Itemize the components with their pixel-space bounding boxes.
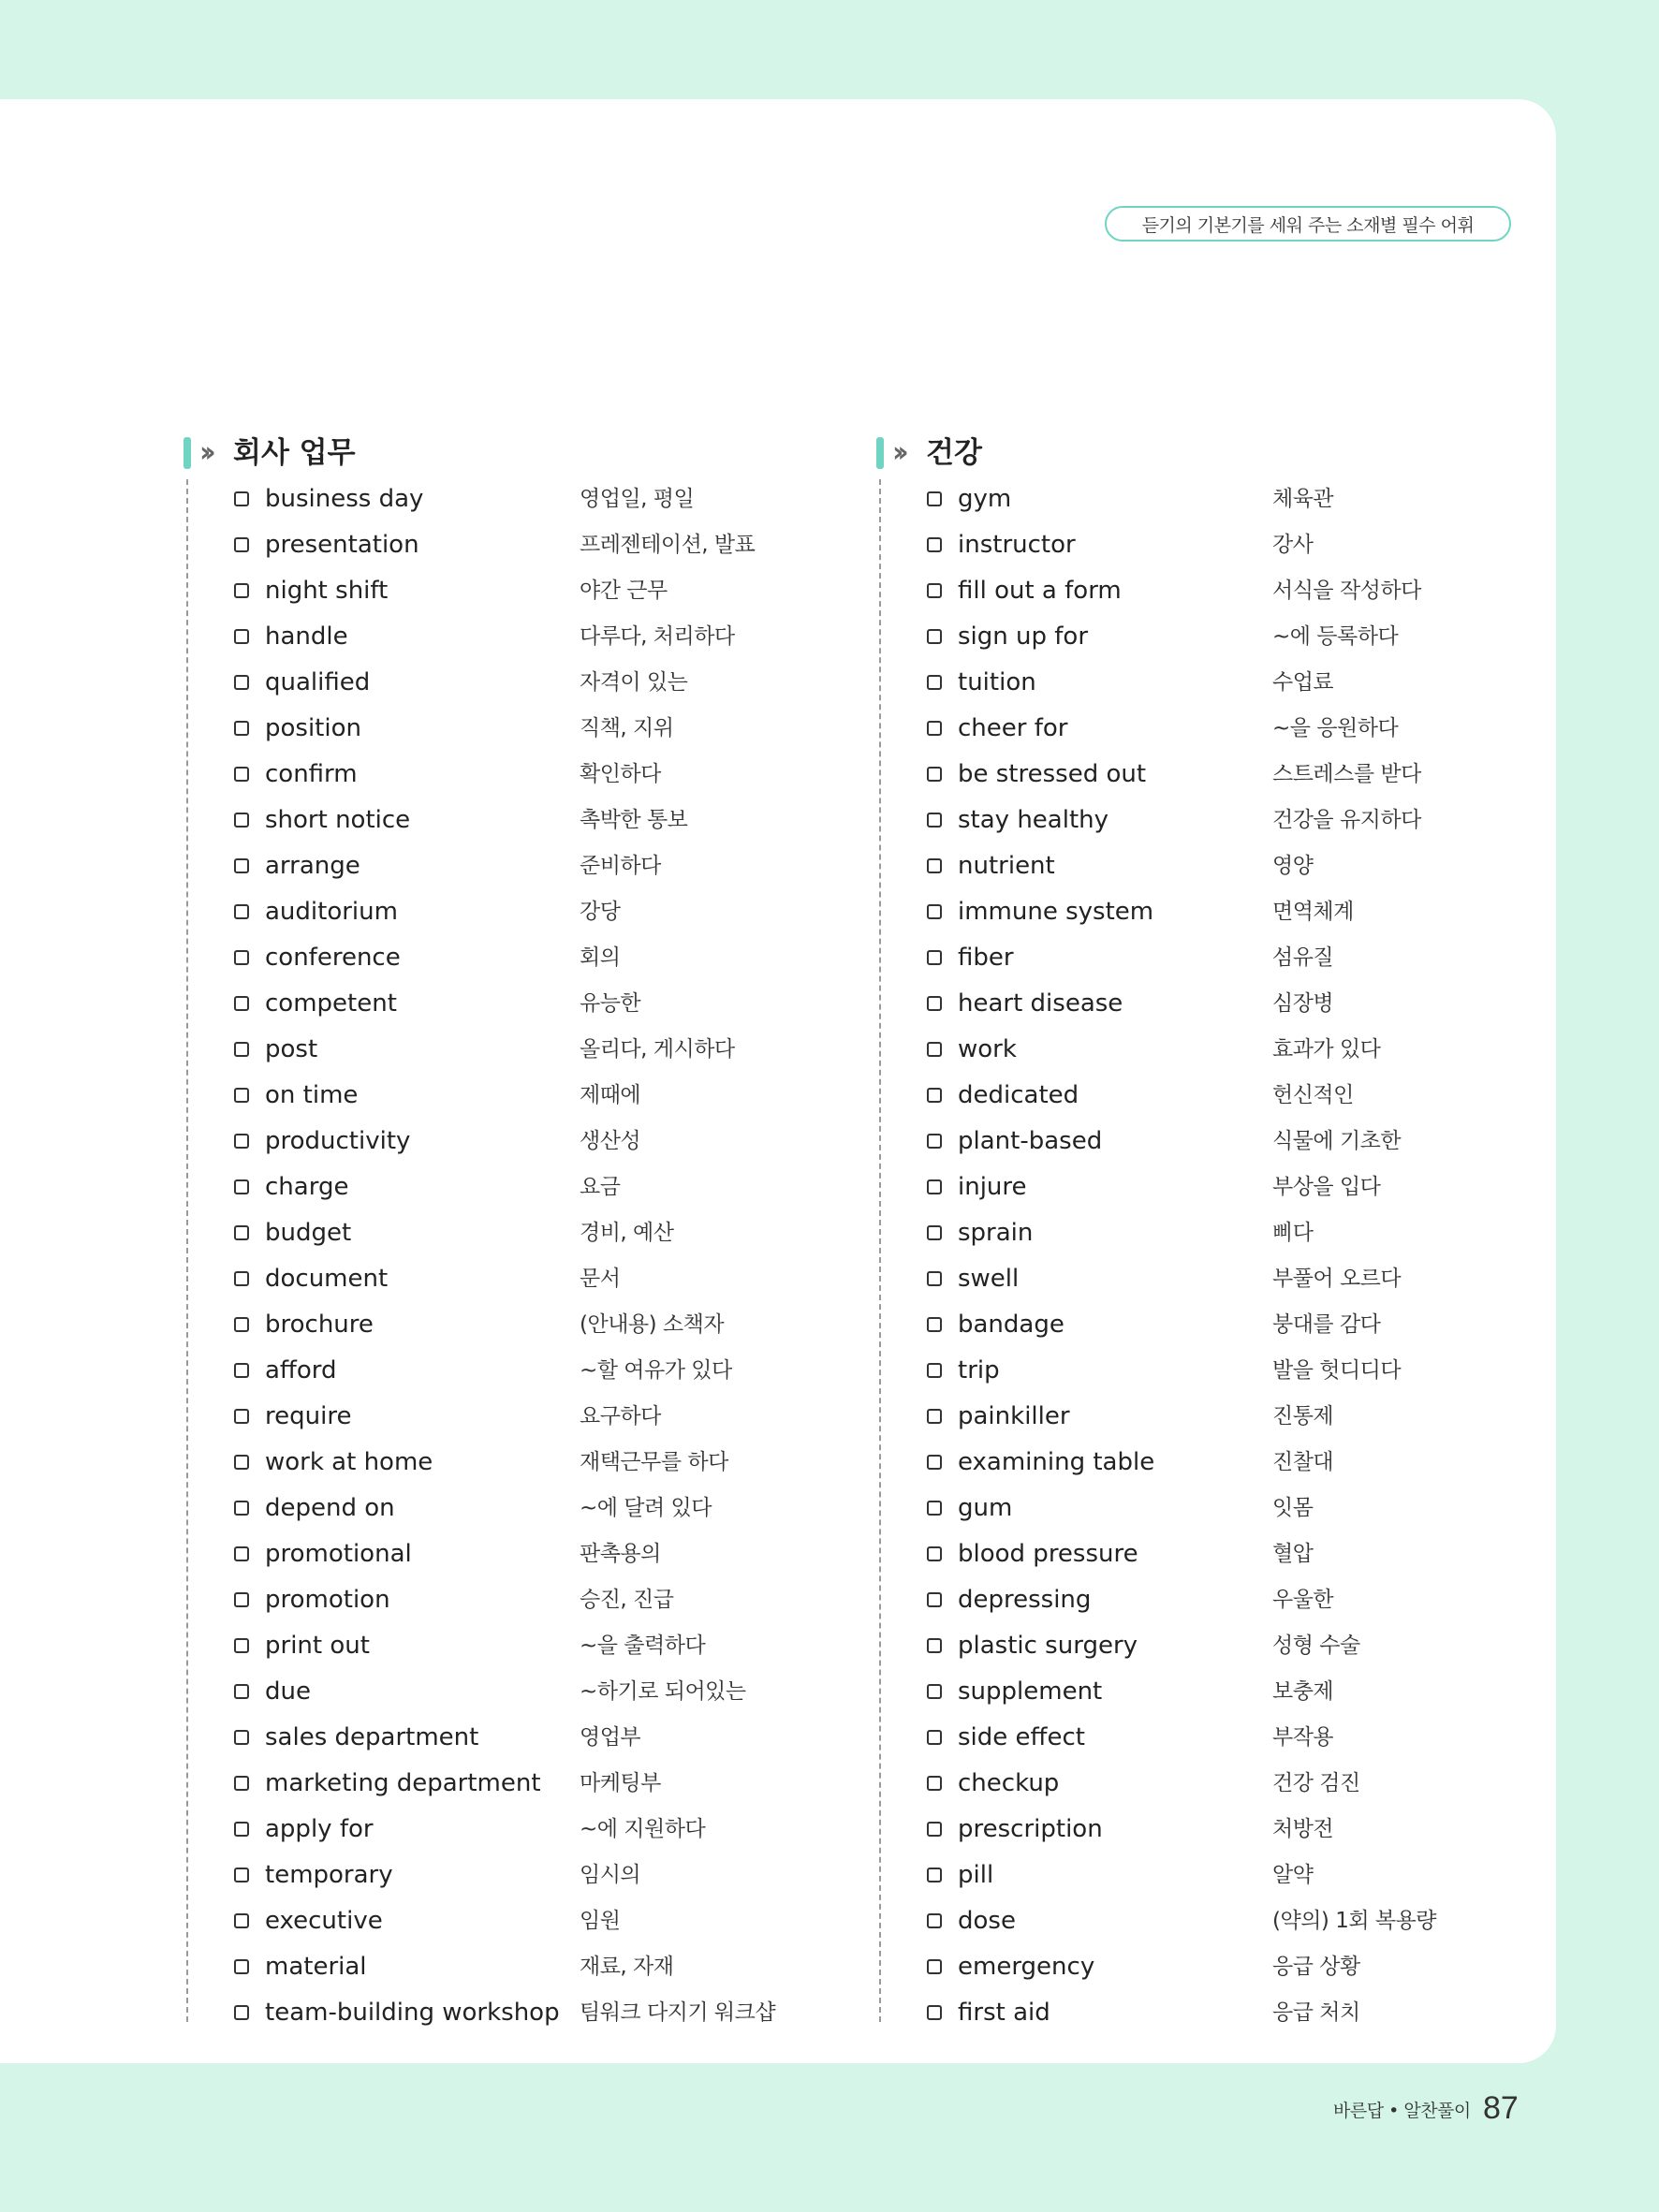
english-term: promotional xyxy=(265,1540,412,1568)
vocab-row xyxy=(181,800,827,846)
vocab-row xyxy=(874,1718,1520,1764)
checkbox[interactable] xyxy=(234,1592,249,1607)
english-term: qualified xyxy=(265,668,371,696)
korean-meaning: 판촉용의 xyxy=(580,1542,661,1566)
vocab-row xyxy=(874,1764,1520,1809)
korean-meaning: ~에 등록하다 xyxy=(1272,624,1399,649)
checkbox[interactable] xyxy=(927,1271,942,1286)
double-chevron-icon: ›› xyxy=(892,436,903,469)
book-title: 바른답 • 알찬풀이 xyxy=(1333,2101,1471,2121)
vocab-row xyxy=(874,1397,1520,1443)
english-term: brochure xyxy=(265,1311,374,1339)
vocab-row xyxy=(874,1901,1520,1947)
english-term: productivity xyxy=(265,1127,411,1155)
vocab-row xyxy=(181,1305,827,1351)
checkbox[interactable] xyxy=(234,1501,249,1516)
korean-meaning: 수업료 xyxy=(1272,670,1334,695)
checkbox[interactable] xyxy=(927,1042,942,1057)
vocab-row xyxy=(181,1947,827,1993)
korean-meaning: 처방전 xyxy=(1272,1817,1334,1841)
english-term: fiber xyxy=(958,944,1014,972)
checkbox[interactable] xyxy=(234,996,249,1011)
checkbox[interactable] xyxy=(234,1363,249,1378)
vocab-row xyxy=(874,1947,1520,1993)
english-term: nutrient xyxy=(958,852,1055,880)
english-term: post xyxy=(265,1035,318,1063)
english-term: plastic surgery xyxy=(958,1632,1138,1660)
english-term: heart disease xyxy=(958,989,1123,1018)
korean-meaning: 마케팅부 xyxy=(580,1771,661,1795)
checkbox[interactable] xyxy=(927,813,942,828)
checkbox[interactable] xyxy=(234,1455,249,1470)
checkbox[interactable] xyxy=(234,1684,249,1699)
vocab-row xyxy=(181,1167,827,1213)
english-term: checkup xyxy=(958,1769,1060,1797)
section-health xyxy=(874,431,1520,2027)
vocab-row xyxy=(874,1351,1520,1397)
english-term: bandage xyxy=(958,1311,1064,1339)
english-term: stay healthy xyxy=(958,806,1109,834)
vocab-row xyxy=(874,1167,1520,1213)
vocab-row xyxy=(874,663,1520,709)
vocab-row xyxy=(181,1534,827,1580)
section-company-work xyxy=(181,431,827,2027)
korean-meaning: 강당 xyxy=(580,900,621,924)
checkbox[interactable] xyxy=(927,1501,942,1516)
english-term: afford xyxy=(265,1356,337,1384)
english-term: swell xyxy=(958,1265,1020,1293)
vocab-row xyxy=(874,846,1520,892)
checkbox[interactable] xyxy=(927,1592,942,1607)
vocab-row xyxy=(874,1121,1520,1167)
vocab-row xyxy=(874,892,1520,938)
english-term: depend on xyxy=(265,1494,395,1522)
checkbox[interactable] xyxy=(234,1317,249,1332)
korean-meaning: 올리다, 게시하다 xyxy=(580,1037,735,1062)
vocab-row xyxy=(181,1901,827,1947)
english-term: first aid xyxy=(958,1999,1050,2027)
korean-meaning: 영양 xyxy=(1272,854,1314,878)
english-term: painkiller xyxy=(958,1402,1070,1430)
english-term: business day xyxy=(265,485,424,513)
korean-meaning: 제때에 xyxy=(580,1083,641,1107)
english-term: confirm xyxy=(265,760,358,788)
checkbox[interactable] xyxy=(927,2005,942,2020)
checkbox[interactable] xyxy=(234,1088,249,1103)
english-term: material xyxy=(265,1953,367,1981)
vocab-row xyxy=(874,938,1520,984)
checkbox[interactable] xyxy=(234,904,249,919)
korean-meaning: ~할 여유가 있다 xyxy=(580,1358,732,1383)
vocab-row xyxy=(181,1488,827,1534)
vocab-row xyxy=(181,1397,827,1443)
vocab-row xyxy=(181,709,827,754)
english-term: trip xyxy=(958,1356,1000,1384)
checkbox[interactable] xyxy=(234,1409,249,1424)
checkbox[interactable] xyxy=(927,1776,942,1791)
checkbox[interactable] xyxy=(234,491,249,506)
korean-meaning: ~을 출력하다 xyxy=(580,1633,706,1658)
checkbox[interactable] xyxy=(927,1363,942,1378)
checkbox[interactable] xyxy=(234,1225,249,1240)
checkbox[interactable] xyxy=(234,767,249,782)
english-term: plant-based xyxy=(958,1127,1103,1155)
vocab-row xyxy=(874,479,1520,525)
checkbox[interactable] xyxy=(234,858,249,873)
english-term: examining table xyxy=(958,1448,1155,1476)
english-term: require xyxy=(265,1402,352,1430)
checkbox[interactable] xyxy=(234,721,249,736)
checkbox[interactable] xyxy=(234,629,249,644)
vocab-row xyxy=(181,525,827,571)
korean-meaning: 팀워크 다지기 워크샵 xyxy=(580,2000,776,2025)
checkbox[interactable] xyxy=(927,675,942,690)
checkbox[interactable] xyxy=(234,1868,249,1882)
english-term: supplement xyxy=(958,1677,1103,1706)
page-number: 87 xyxy=(1483,2090,1519,2126)
korean-meaning: ~을 응원하다 xyxy=(1272,716,1399,740)
english-term: injure xyxy=(958,1173,1027,1201)
korean-meaning: 요금 xyxy=(580,1175,621,1199)
checkbox[interactable] xyxy=(927,904,942,919)
vocab-list xyxy=(874,479,1520,2039)
korean-meaning: 유능한 xyxy=(580,991,641,1016)
korean-meaning: 섬유질 xyxy=(1272,945,1334,970)
english-term: print out xyxy=(265,1632,370,1660)
korean-meaning: 심장병 xyxy=(1272,991,1334,1016)
english-term: gym xyxy=(958,485,1012,513)
english-term: conference xyxy=(265,944,401,972)
korean-meaning: 응급 처치 xyxy=(1272,2000,1360,2025)
vocab-row xyxy=(874,1626,1520,1672)
checkbox[interactable] xyxy=(927,1638,942,1653)
english-term: work xyxy=(958,1035,1017,1063)
english-term: temporary xyxy=(265,1861,393,1889)
checkbox[interactable] xyxy=(234,583,249,598)
vocab-row xyxy=(181,846,827,892)
korean-meaning: 발을 헛디디다 xyxy=(1272,1358,1402,1383)
korean-meaning: 응급 상황 xyxy=(1272,1955,1360,1979)
vocab-row xyxy=(874,1076,1520,1121)
korean-meaning: 경비, 예산 xyxy=(580,1221,674,1245)
double-chevron-icon: ›› xyxy=(199,436,210,469)
checkbox[interactable] xyxy=(927,1088,942,1103)
korean-meaning: 진통제 xyxy=(1272,1404,1334,1428)
vocab-row xyxy=(874,1305,1520,1351)
vocab-row xyxy=(181,984,827,1030)
korean-meaning: 건강 검진 xyxy=(1272,1771,1360,1795)
checkbox[interactable] xyxy=(927,1409,942,1424)
vocab-row xyxy=(874,984,1520,1030)
english-term: apply for xyxy=(265,1815,374,1843)
vocab-row xyxy=(181,1809,827,1855)
checkbox[interactable] xyxy=(234,950,249,965)
vocab-row xyxy=(181,1030,827,1076)
checkbox[interactable] xyxy=(234,1546,249,1561)
vocab-row xyxy=(874,1443,1520,1488)
checkbox[interactable] xyxy=(927,1179,942,1194)
vocab-row xyxy=(181,1443,827,1488)
korean-meaning: 다루다, 처리하다 xyxy=(580,624,735,649)
korean-meaning: 확인하다 xyxy=(580,762,661,786)
english-term: executive xyxy=(265,1907,383,1935)
vocab-row xyxy=(181,1580,827,1626)
vocab-row xyxy=(181,1855,827,1901)
checkbox[interactable] xyxy=(927,1134,942,1149)
checkbox[interactable] xyxy=(234,813,249,828)
english-term: prescription xyxy=(958,1815,1103,1843)
checkbox[interactable] xyxy=(234,675,249,690)
vocab-row xyxy=(874,1030,1520,1076)
vocab-row xyxy=(874,1259,1520,1305)
english-term: night shift xyxy=(265,577,389,605)
vocab-row xyxy=(874,1672,1520,1718)
english-term: arrange xyxy=(265,852,360,880)
vocab-row xyxy=(874,1534,1520,1580)
korean-meaning: 건강을 유지하다 xyxy=(1272,808,1421,832)
vocab-row xyxy=(181,1121,827,1167)
vocab-row xyxy=(181,1718,827,1764)
checkbox[interactable] xyxy=(234,1134,249,1149)
english-term: fill out a form xyxy=(958,577,1122,605)
korean-meaning: 스트레스를 받다 xyxy=(1272,762,1421,786)
vocab-row xyxy=(181,1351,827,1397)
korean-meaning: 자격이 있는 xyxy=(580,670,688,695)
korean-meaning: 성형 수술 xyxy=(1272,1633,1360,1658)
chapter-badge-label: 듣기의 기본기를 세워 주는 소재별 필수 어휘 xyxy=(1141,214,1475,236)
korean-meaning: 촉박한 통보 xyxy=(580,808,688,832)
english-term: competent xyxy=(265,989,397,1018)
korean-meaning: 붕대를 감다 xyxy=(1272,1312,1381,1337)
vocab-row xyxy=(181,1076,827,1121)
section-title: 회사 업무 xyxy=(233,436,356,470)
korean-meaning: 잇몸 xyxy=(1272,1496,1314,1520)
section-title: 건강 xyxy=(926,436,982,470)
checkbox[interactable] xyxy=(927,721,942,736)
english-term: marketing department xyxy=(265,1769,541,1797)
english-term: instructor xyxy=(958,531,1076,559)
korean-meaning: 직책, 지위 xyxy=(580,716,674,740)
section-heading xyxy=(181,431,827,474)
vocab-row xyxy=(181,1993,827,2039)
section-marker-bar xyxy=(876,437,884,469)
vocab-row xyxy=(874,1488,1520,1534)
english-term: be stressed out xyxy=(958,760,1147,788)
vocab-row xyxy=(874,1993,1520,2039)
english-term: document xyxy=(265,1265,389,1293)
korean-meaning: 서식을 작성하다 xyxy=(1272,579,1421,603)
checkbox[interactable] xyxy=(234,1730,249,1745)
section-marker-bar xyxy=(184,437,191,469)
vocab-row xyxy=(874,1580,1520,1626)
korean-meaning: 보충제 xyxy=(1272,1679,1334,1704)
vocab-row xyxy=(181,479,827,525)
korean-meaning: 부작용 xyxy=(1272,1725,1334,1750)
english-term: pill xyxy=(958,1861,994,1889)
checkbox[interactable] xyxy=(927,537,942,552)
korean-meaning: 문서 xyxy=(580,1267,621,1291)
checkbox[interactable] xyxy=(234,1913,249,1928)
korean-meaning: 승진, 진급 xyxy=(580,1588,674,1612)
checkbox[interactable] xyxy=(927,629,942,644)
korean-meaning: 체육관 xyxy=(1272,487,1334,511)
checkbox[interactable] xyxy=(927,858,942,873)
korean-meaning: (약의) 1회 복용량 xyxy=(1272,1909,1437,1933)
vocab-row xyxy=(181,1213,827,1259)
vocab-row xyxy=(874,1809,1520,1855)
korean-meaning: 임원 xyxy=(580,1909,621,1933)
vocab-row xyxy=(181,617,827,663)
english-term: charge xyxy=(265,1173,349,1201)
korean-meaning: 진찰대 xyxy=(1272,1450,1334,1474)
vocab-row xyxy=(874,1855,1520,1901)
checkbox[interactable] xyxy=(234,1959,249,1974)
english-term: immune system xyxy=(958,898,1154,926)
english-term: dedicated xyxy=(958,1081,1079,1109)
korean-meaning: 헌신적인 xyxy=(1272,1083,1354,1107)
korean-meaning: 혈압 xyxy=(1272,1542,1314,1566)
vocab-list xyxy=(181,479,827,2039)
korean-meaning: 재택근무를 하다 xyxy=(580,1450,728,1474)
korean-meaning: 영업부 xyxy=(580,1725,641,1750)
korean-meaning: ~하기로 되어있는 xyxy=(580,1679,746,1704)
korean-meaning: (안내용) 소책자 xyxy=(580,1312,725,1337)
korean-meaning: 프레젠테이션, 발표 xyxy=(580,533,756,557)
english-term: position xyxy=(265,714,361,742)
english-term: auditorium xyxy=(265,898,398,926)
english-term: tuition xyxy=(958,668,1036,696)
vocab-row xyxy=(181,571,827,617)
english-term: budget xyxy=(265,1219,352,1247)
english-term: side effect xyxy=(958,1723,1085,1751)
vocab-row xyxy=(181,663,827,709)
checkbox[interactable] xyxy=(927,583,942,598)
checkbox[interactable] xyxy=(927,1317,942,1332)
korean-meaning: 재료, 자재 xyxy=(580,1955,674,1979)
vocab-row xyxy=(181,1259,827,1305)
korean-meaning: 부풀어 오르다 xyxy=(1272,1267,1402,1291)
korean-meaning: 삐다 xyxy=(1272,1221,1314,1245)
checkbox[interactable] xyxy=(927,1730,942,1745)
vocab-row xyxy=(874,571,1520,617)
vocab-row xyxy=(874,525,1520,571)
korean-meaning: 효과가 있다 xyxy=(1272,1037,1381,1062)
korean-meaning: 회의 xyxy=(580,945,621,970)
checkbox[interactable] xyxy=(234,2005,249,2020)
english-term: blood pressure xyxy=(958,1540,1138,1568)
chapter-badge xyxy=(1105,206,1511,242)
korean-meaning: 면역체계 xyxy=(1272,900,1354,924)
english-term: sprain xyxy=(958,1219,1034,1247)
checkbox[interactable] xyxy=(927,1959,942,1974)
checkbox[interactable] xyxy=(927,491,942,506)
section-heading xyxy=(874,431,1520,474)
korean-meaning: 생산성 xyxy=(580,1129,641,1153)
english-term: emergency xyxy=(958,1953,1095,1981)
vocab-row xyxy=(874,709,1520,754)
checkbox[interactable] xyxy=(927,996,942,1011)
korean-meaning: ~에 달려 있다 xyxy=(580,1496,712,1520)
korean-meaning: 부상을 입다 xyxy=(1272,1175,1381,1199)
checkbox[interactable] xyxy=(927,1822,942,1837)
korean-meaning: 임시의 xyxy=(580,1863,641,1887)
korean-meaning: 강사 xyxy=(1272,533,1314,557)
english-term: gum xyxy=(958,1494,1013,1522)
vocab-row xyxy=(181,1626,827,1672)
korean-meaning: 우울한 xyxy=(1272,1588,1334,1612)
english-term: on time xyxy=(265,1081,359,1109)
vocab-row xyxy=(181,1764,827,1809)
english-term: presentation xyxy=(265,531,419,559)
vocab-row xyxy=(181,892,827,938)
checkbox[interactable] xyxy=(927,767,942,782)
checkbox[interactable] xyxy=(927,1455,942,1470)
korean-meaning: ~에 지원하다 xyxy=(580,1817,706,1841)
vocab-row xyxy=(181,1672,827,1718)
checkbox[interactable] xyxy=(234,1638,249,1653)
checkbox[interactable] xyxy=(927,1546,942,1561)
english-term: short notice xyxy=(265,806,411,834)
english-term: depressing xyxy=(958,1586,1092,1614)
english-term: promotion xyxy=(265,1586,390,1614)
checkbox[interactable] xyxy=(234,1179,249,1194)
vocab-row xyxy=(181,938,827,984)
english-term: sales department xyxy=(265,1723,479,1751)
korean-meaning: 준비하다 xyxy=(580,854,661,878)
vocab-row xyxy=(874,800,1520,846)
vocab-row xyxy=(874,1213,1520,1259)
checkbox[interactable] xyxy=(927,950,942,965)
english-term: cheer for xyxy=(958,714,1068,742)
english-term: team-building workshop xyxy=(265,1999,560,2027)
vocab-row xyxy=(181,754,827,800)
english-term: dose xyxy=(958,1907,1016,1935)
vocab-row xyxy=(874,617,1520,663)
english-term: handle xyxy=(265,623,348,651)
checkbox[interactable] xyxy=(234,537,249,552)
english-term: sign up for xyxy=(958,623,1089,651)
korean-meaning: 야간 근무 xyxy=(580,579,668,603)
checkbox[interactable] xyxy=(234,1822,249,1837)
checkbox[interactable] xyxy=(927,1913,942,1928)
checkbox[interactable] xyxy=(234,1271,249,1286)
checkbox[interactable] xyxy=(927,1684,942,1699)
checkbox[interactable] xyxy=(927,1868,942,1882)
korean-meaning: 알약 xyxy=(1272,1863,1314,1887)
checkbox[interactable] xyxy=(927,1225,942,1240)
vocab-row xyxy=(874,754,1520,800)
korean-meaning: 요구하다 xyxy=(580,1404,661,1428)
checkbox[interactable] xyxy=(234,1776,249,1791)
korean-meaning: 식물에 기초한 xyxy=(1272,1129,1402,1153)
english-term: work at home xyxy=(265,1448,433,1476)
english-term: due xyxy=(265,1677,311,1706)
checkbox[interactable] xyxy=(234,1042,249,1057)
korean-meaning: 영업일, 평일 xyxy=(580,487,695,511)
